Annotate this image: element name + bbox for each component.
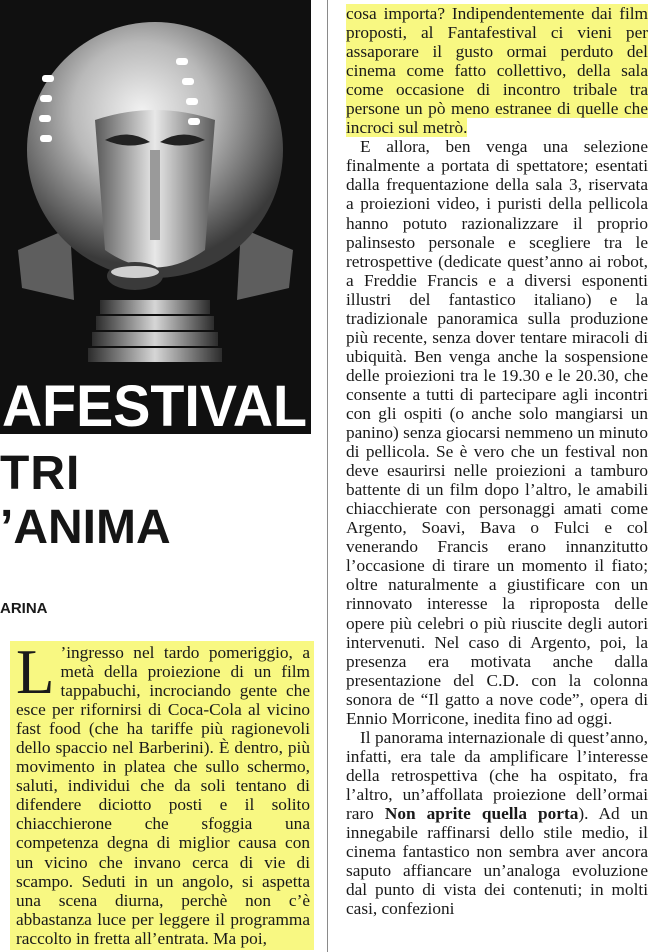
highlighted-paragraph: [346, 4, 648, 137]
byline: ARINA: [0, 600, 48, 617]
headline-line-2: ’ANIMA: [0, 501, 171, 554]
body-text: ). Ad un innegabile raffinarsi dello stile medio, il cinema fantastico non sembra aver ancora saputo affiancare un’analoga evoluzione dal punto di vista dei contenuti; in molti casi, confezioni: [346, 803, 648, 919]
headline-line-1: TRI: [0, 447, 81, 500]
column-divider: [327, 0, 328, 952]
left-column: [10, 637, 314, 950]
drop-cap: L: [16, 637, 55, 707]
robot-photo: [0, 0, 311, 434]
film-title: Non aprite quella porta: [384, 803, 579, 823]
highlighted-text: cosa importa? Indipendentemente dai film proposti, al Fantafestival ci vieni per assaporare il gusto ormai perduto del cinema come fatto collettivo, della sala come occasione di incontro tribale tra persone un pò meno estranee di quelle che incroci sul metrò.: [346, 4, 648, 138]
body-text: Il panorama internazionale di quest’anno, infatti, era tale da amplificare l’interesse della retrospettiva (che ha ospitato, fra l’altro, un’affollata proiezione dell’ormai raro: [346, 727, 648, 823]
body-paragraph-1: E allora, ben venga una selezione finalmente a portata di spettatore; esentati dalla frequentazione della sala 3, riservata a proiezioni video, i puristi della pellicola hanno potuto razionalizzare il proprio palinsesto personale e scegliere tra le retrospettive (dedicate quest’anno ai robot, a Freddie Francis e a diversi esponenti illustri del fantastico italiano) e la tradizionale panoramica sulla produzione più recente, senza dover tentare miracoli di ubiquità. Ben venga anche la sospensione delle proiezioni tra le 19.30 e le 20.30, che consente a tutti di partecipare agli incontri con gli ospiti (o anche solo mangiarsi un panino) senza giocarsi nemmeno un minuto di pellicola. Se è vero che un festival non deve esaurirsi nelle proiezioni a tamburo battente di un film dopo l’altro, le amabili chiacchierate con personaggi amati come Argento, Soavi, Bava o Fulci e col venerando Francis erano innanzitutto l’occasione di tirare un momento il fiato; oltre naturalmente a giustificare con un rinnovato interesse la riproposta delle opere più celebri o più riuscite degli autori intervenuti. Nel caso di Argento, poi, la presenza era motivata anche dalla presentazione del C.D. con la colonna sonora de “Il gatto a nove code”, opera di Ennio Morricone, inedita fino ad oggi.: [346, 137, 648, 728]
intro-text: ’ingresso nel tardo pomeriggio, a metà della proiezione di un film tappabuchi, incrociando gente che esce per rifornirsi di Coca-Cola al vicino fast food (che ha tariffe più ragionevoli dello spaccio nel Barberini). È dentro, più movimento in platea che sullo schermo, saluti, individui che da soli tentano di difendere diciotto posti e il solito chiacchierone che sfoggia una competenza degna di miglior causa con un vicino che invano cerca di vie di scampo. Seduti in un angolo, si aspetta una scena diurna, perchè non c’è abbastanza luce per leggere il programma raccolto in fretta all’entrata. Ma poi,: [16, 643, 310, 948]
body-paragraph-2: [346, 728, 648, 918]
right-column: [346, 4, 648, 918]
intro-paragraph: [10, 637, 314, 950]
robot-illustration: [0, 0, 311, 434]
masthead-text: AFESTIVAL: [2, 374, 307, 434]
